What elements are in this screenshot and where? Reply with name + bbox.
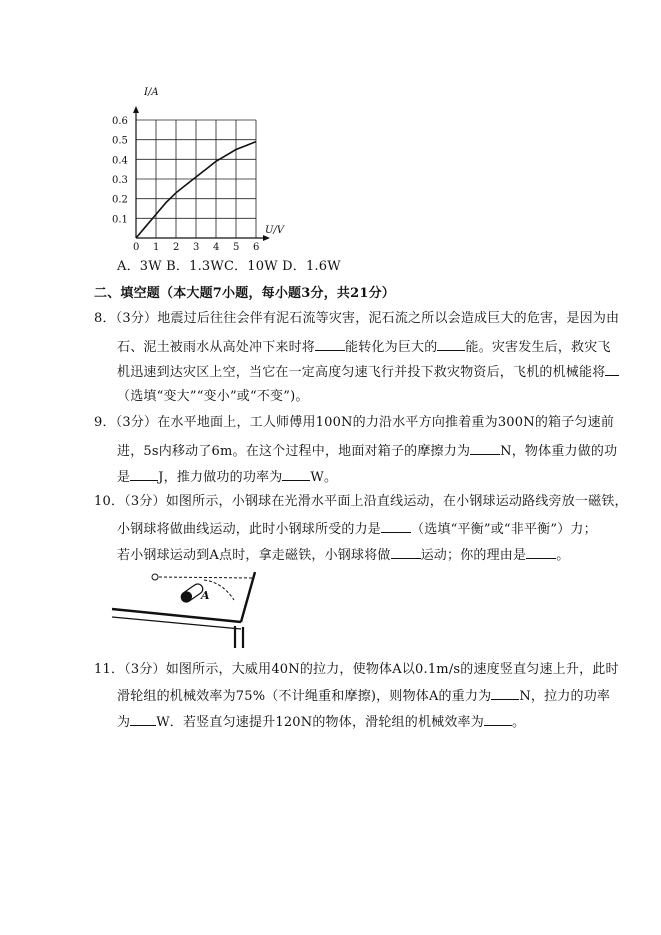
q9-line1 <box>94 414 614 432</box>
q11-text: 为 <box>117 715 131 730</box>
q11-text: 。 <box>511 715 526 730</box>
point-a-label: A <box>201 589 210 602</box>
q8-blank-1[interactable] <box>315 337 345 351</box>
q10-text: 若小钢球运动到A点时，拿走磁铁，小钢球将做 <box>117 548 391 563</box>
q10-blank-2[interactable] <box>391 545 421 559</box>
q10-text: （选填“平衡”或“非平衡”）力； <box>411 522 597 537</box>
q9-line2 <box>117 441 617 461</box>
q9-text: 进，5s内移动了6m。在这个过程中，地面对箱子的摩擦力为 <box>117 444 471 459</box>
q8-text: 能转化为巨大的 <box>345 340 438 355</box>
x-tick-label: 6 <box>253 242 260 253</box>
q10-text: 小钢球将做曲线运动，此时小钢球所受的力是 <box>117 522 382 537</box>
y-tick-label: 0.5 <box>112 135 128 147</box>
q10-line3 <box>117 545 569 565</box>
q11-line2 <box>117 686 610 706</box>
q9-line3 <box>117 467 337 487</box>
q8-text: 石、泥土被雨水从高处冲下来时将 <box>117 340 316 355</box>
q10-blank-3[interactable] <box>526 545 556 559</box>
q9-text: 9．（3分）在水平地面上，工人师傅用100N的力沿水平方向推着重为300N的箱子匀速前 <box>94 415 615 430</box>
y-axis-arrow <box>133 106 139 113</box>
q10-line1 <box>94 493 628 511</box>
graph-grid <box>136 120 256 238</box>
q8-line1 <box>94 310 619 328</box>
q8-blank-2[interactable] <box>437 337 465 351</box>
y-tick-label: 0.6 <box>112 116 128 127</box>
ball-path <box>159 577 254 578</box>
x-tick-label: 0 <box>133 242 140 253</box>
x-tick-label: 2 <box>173 242 180 253</box>
q11-line3 <box>117 712 525 732</box>
table-slope <box>241 572 255 622</box>
q8-text: 能。灾害发生后，救灾飞 <box>465 340 611 355</box>
y-tick-label: 0.1 <box>112 214 128 226</box>
x-tick-label: 1 <box>153 242 160 253</box>
q8-line3 <box>117 362 619 382</box>
q8-text: （选填“变大”“变小”或“不变”)。 <box>117 389 309 404</box>
q8-blank-3[interactable] <box>605 362 619 376</box>
q11-line1 <box>94 661 619 679</box>
q8-line2 <box>117 337 611 357</box>
x-tick-label: 4 <box>213 242 220 253</box>
q11-text: 11．（3分）如图所示，大威用40N的拉力，使物体A以0.1m/s的速度竖直匀速上升，此时 <box>94 662 619 677</box>
x-axis-label: U/V <box>265 225 285 236</box>
y-tick-label: 0.2 <box>112 194 128 206</box>
q10-blank-1[interactable] <box>381 519 411 533</box>
q11-blank-3[interactable] <box>484 712 512 726</box>
q9-text: J，推力做功的功率为 <box>158 470 283 485</box>
q8-line4 <box>117 388 309 406</box>
y-tick-label: 0.4 <box>112 155 128 167</box>
table-top-edge <box>112 617 241 629</box>
q9-blank-1[interactable] <box>470 441 500 455</box>
table-top <box>112 609 241 622</box>
iu-graph <box>110 82 285 253</box>
q9-text: 是 <box>117 470 131 485</box>
q9-blank-2[interactable] <box>130 467 158 481</box>
x-tick-label: 5 <box>233 242 240 253</box>
y-tick-label: 0.3 <box>112 175 128 186</box>
q9-text: W。 <box>310 470 338 485</box>
q11-blank-1[interactable] <box>491 686 519 700</box>
q8-text: 8．（3分）地震过后往往会伴有泥石流等灾害，泥石流之所以会造成巨大的危害，是因为由 <box>94 311 620 326</box>
x-tick-label: 3 <box>193 242 200 253</box>
q11-text: 滑轮组的机械效率为75%（不计绳重和摩擦)，则物体A的重力为 <box>117 689 492 704</box>
q8-text: 机迅速到达灾区上空，当它在一定高度匀速飞行并投下救灾物资后，飞机的机械能将 <box>117 365 606 380</box>
y-axis-label: I/A <box>144 87 159 98</box>
q10-text: 。 <box>556 548 570 563</box>
q9-text: N，物体重力做的功 <box>500 444 618 459</box>
q10-figure <box>108 566 270 650</box>
section-heading: 二、填空题（本大题7小题，每小题3分，共21分） <box>94 286 395 301</box>
q10-text: 10．（3分）如图所示，小钢球在光滑水平面上沿直线运动，在小钢球运动路线旁放一磁铁， <box>94 494 628 509</box>
q7-options: A．3W B．1.3WC．10W D．1.6W <box>117 259 341 274</box>
q9-blank-3[interactable] <box>282 467 310 481</box>
q11-blank-2[interactable] <box>130 712 156 726</box>
q10-text: 运动；你的理由是 <box>420 548 527 563</box>
q10-line2 <box>117 519 597 539</box>
q11-text: N，拉力的功率 <box>519 689 611 704</box>
q11-text: W．若竖直匀速提升120N的物体，滑轮组的机械效率为 <box>156 715 484 730</box>
steel-ball <box>152 574 158 580</box>
